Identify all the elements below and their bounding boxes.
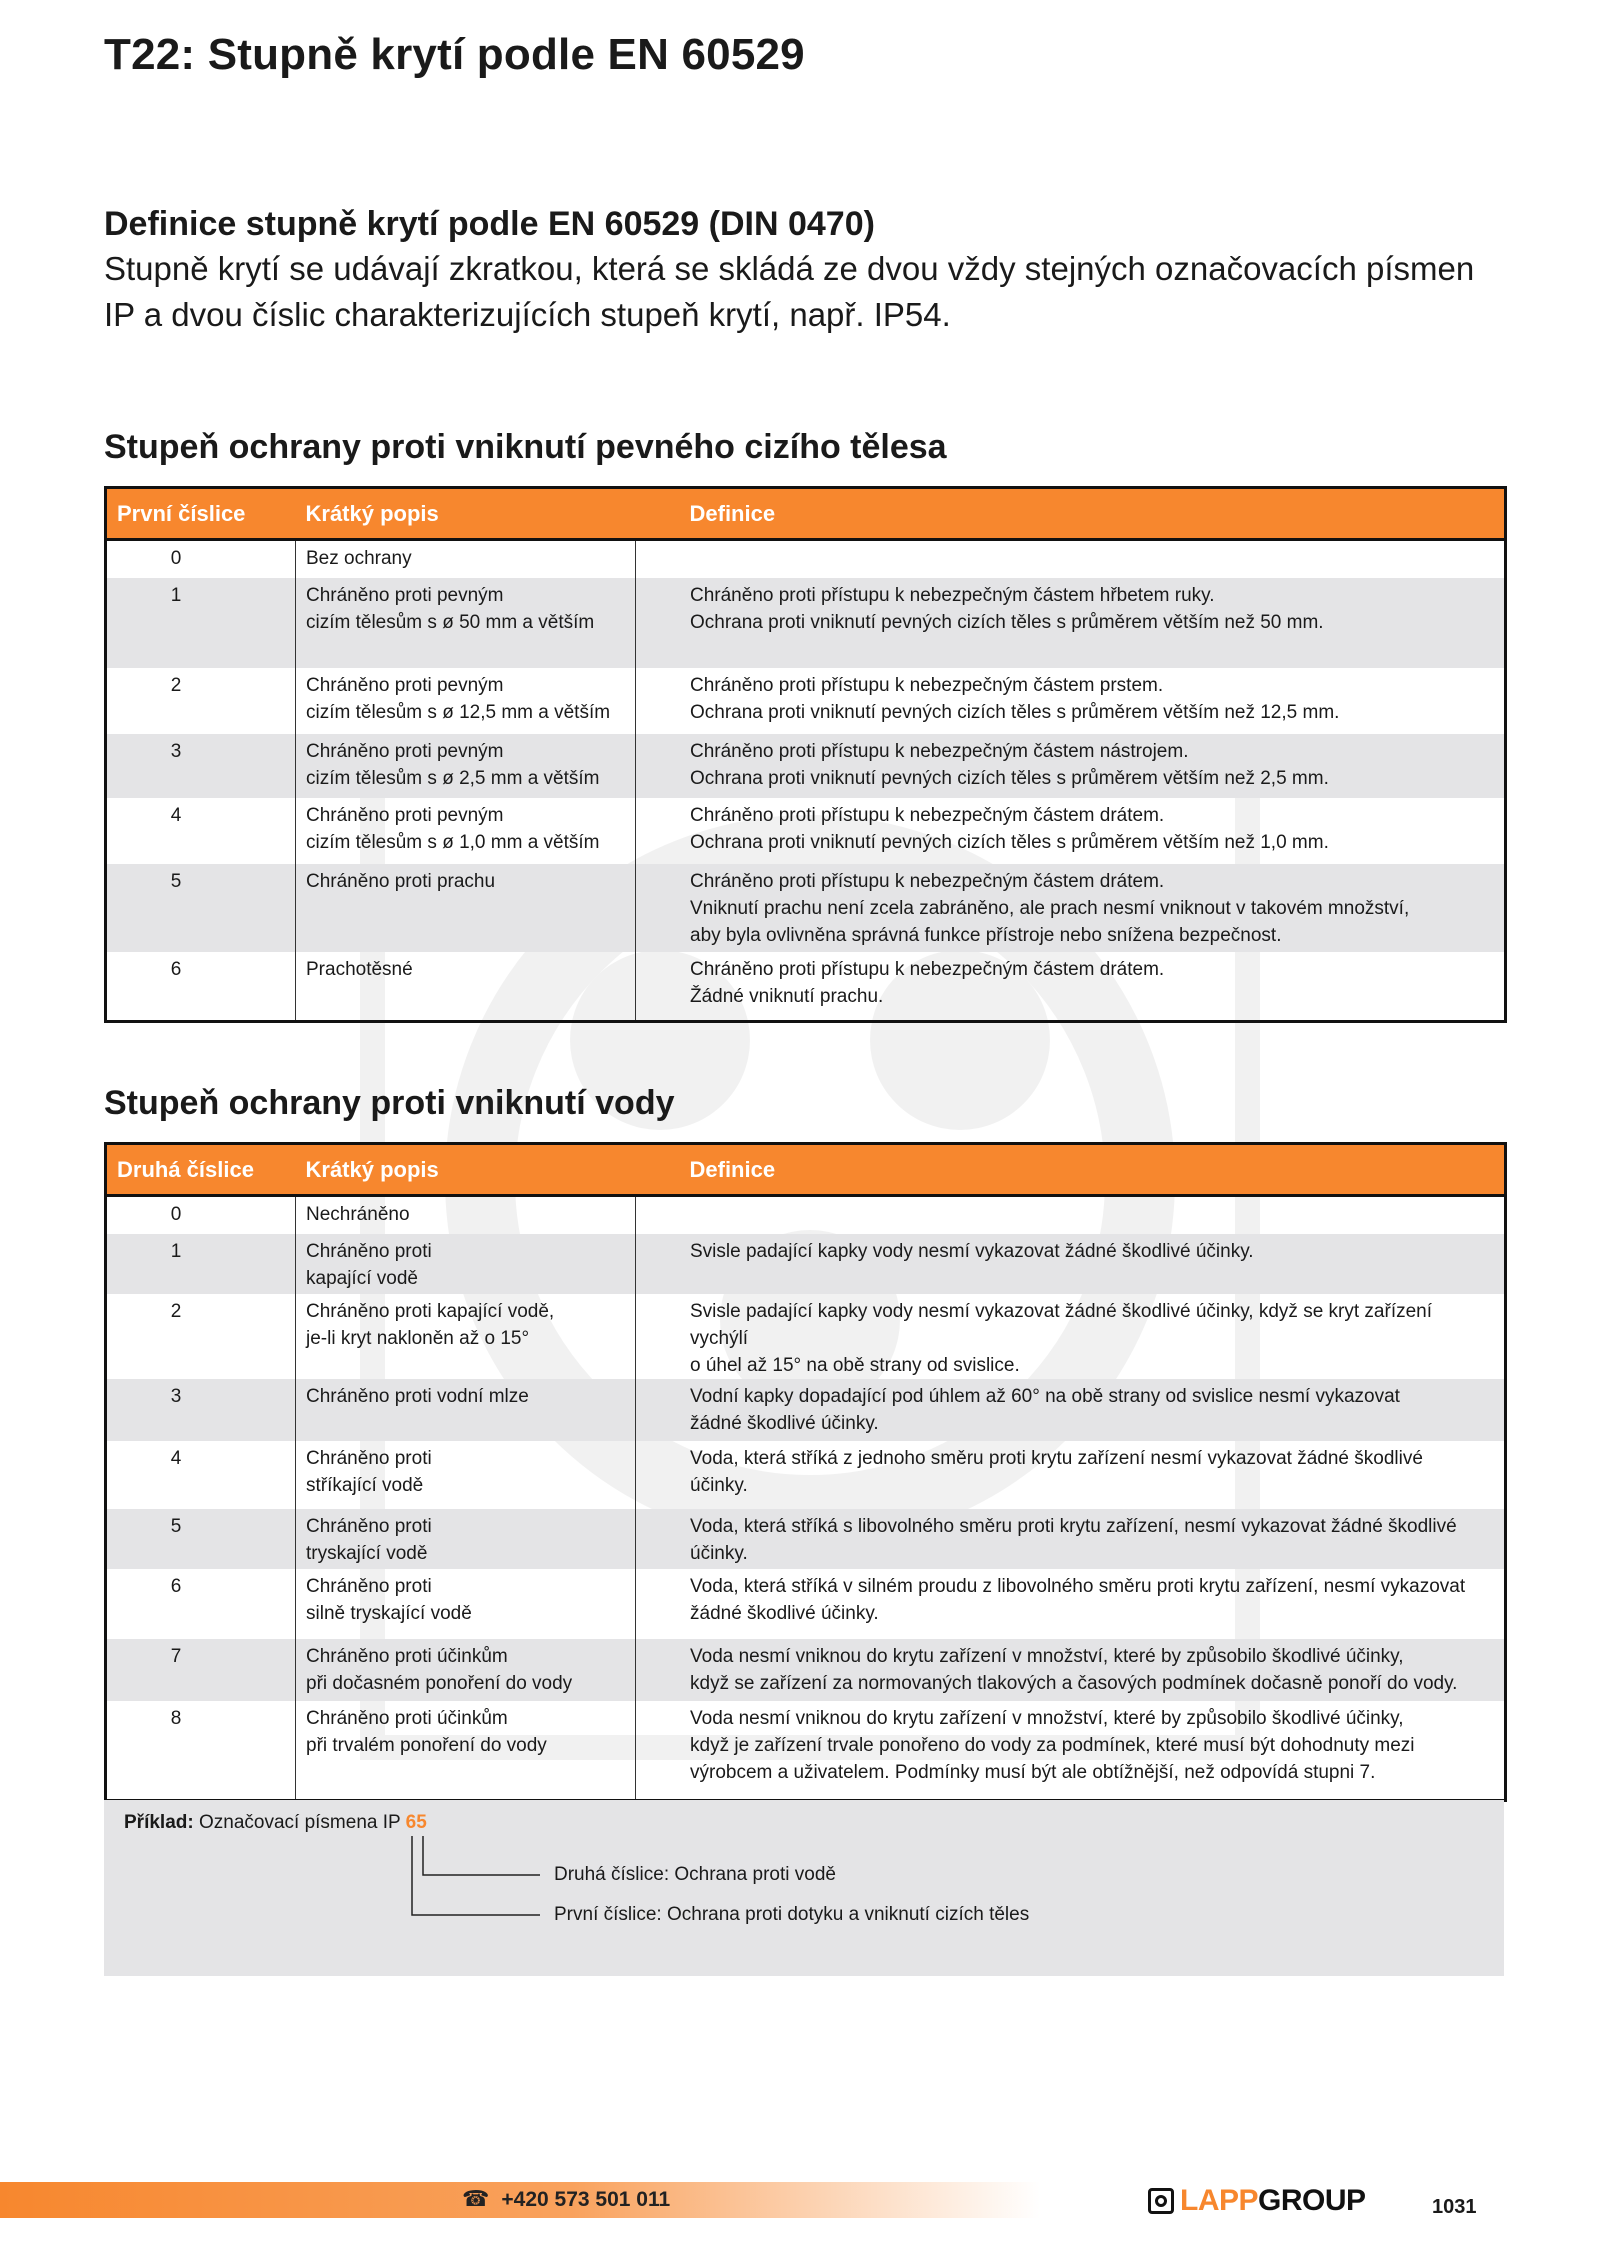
digit-cell: 8 [170,1707,182,1729]
table-row [106,578,1506,668]
phone-icon: ☎ [462,2186,490,2211]
example-box [104,1800,1504,1976]
short-description-cell: Chráněno proti kapající vodě, je-li kryt nakloněn až o 15° [296,1294,636,1379]
digit-cell: 2 [170,674,182,696]
table-header-row [106,1144,1506,1196]
definition-cell [636,1196,1506,1234]
definition-cell: Voda, která stříká s libovolného směru proti krytu zařízení, nesmí vykazovat žádné škodlivé účinky. [636,1509,1506,1569]
example-text: Označovací písmena IP [198,1812,401,1833]
example-label: Příklad: [124,1812,194,1833]
definition-cell: Svisle padající kapky vody nesmí vykazovat žádné škodlivé účinky, když se kryt zařízení vychýlí o úhel až 15° na obě strany od svislice. [636,1294,1506,1379]
footer-phone [462,2186,670,2212]
header-short-description: Krátký popis [296,488,636,540]
short-description-cell: Prachotěsné [296,952,636,1022]
solid-protection-table [104,486,1507,1023]
header-definition: Definice [636,488,1506,540]
intro-text-line-1: Stupně krytí se udávají zkratkou, která se skládá ze dvou vždy stejných označovacích písmen [104,250,1475,287]
page-title: T22: Stupně krytí podle EN 60529 [104,30,805,79]
definition-cell: Vodní kapky dopadající pod úhlem až 60° na obě strany od svislice nesmí vykazovat žádné škodlivé účinky. [636,1379,1506,1441]
short-description-cell: Chráněno proti pevným cizím tělesům s ø 1,0 mm a větším [296,798,636,864]
short-description-cell: Chráněno proti pevným cizím tělesům s ø 2,5 mm a větším [296,734,636,798]
digit-cell: 0 [170,548,182,569]
digit-cell: 4 [170,1447,182,1469]
short-description-cell: Bez ochrany [296,540,636,578]
digit-cell: 6 [170,958,182,980]
table-row [106,798,1506,864]
table-row [106,540,1506,578]
phone-number: +420 573 501 011 [501,2188,671,2211]
definition-cell [636,540,1506,578]
table-row [106,1441,1506,1509]
table-row [106,1294,1506,1379]
table-row [106,1234,1506,1294]
table-row [106,1509,1506,1569]
intro-section [104,202,1524,338]
lapp-logo-icon [1148,2188,1174,2214]
definition-cell: Chráněno proti přístupu k nebezpečným částem prstem. Ochrana proti vniknutí pevných cizích těles s průměrem větším než 12,5 mm. [636,668,1506,734]
logo-text-group: GROUP [1258,2184,1366,2217]
short-description-cell: Chráněno proti pevným cizím tělesům s ø 12,5 mm a větším [296,668,636,734]
solid-section-title: Stupeň ochrany proti vniknutí pevného cizího tělesa [104,428,947,466]
water-protection-table [104,1142,1507,1802]
table-row [106,1196,1506,1234]
table-header-row [106,488,1506,540]
water-section-title: Stupeň ochrany proti vniknutí vody [104,1084,675,1122]
table-row [106,1639,1506,1701]
definition-cell: Chráněno proti přístupu k nebezpečným částem drátem. Vniknutí prachu není zcela zabráněno, ale prach nesmí vniknout v takovém množství, aby byla ovlivněna správná funkce přístroje nebo snížena bezpečnost. [636,864,1506,952]
digit-cell: 3 [106,1379,296,1441]
short-description-cell: Chráněno proti účinkům při dočasném ponoření do vody [296,1639,636,1701]
short-description-cell: Chráněno proti prachu [296,864,636,952]
page-number: 1031 [1432,2196,1477,2218]
intro-heading: Definice stupně krytí podle EN 60529 (DIN 0470) [104,205,875,243]
lapp-group-logo [1148,2184,1366,2218]
short-description-cell: Chráněno proti kapající vodě [296,1234,636,1294]
table-row [106,1379,1506,1441]
digit-cell: 5 [106,864,296,952]
short-description-cell: Chráněno proti tryskající vodě [296,1509,636,1569]
definition-cell: Svisle padající kapky vody nesmí vykazovat žádné škodlivé účinky. [636,1234,1506,1294]
digit-cell: 7 [106,1639,296,1701]
table-row [106,668,1506,734]
header-definition: Definice [636,1144,1506,1196]
short-description-cell: Chráněno proti vodní mlze [296,1379,636,1441]
digit-cell: 1 [106,1234,296,1294]
header-first-digit: První číslice [106,488,296,540]
short-description-cell: Chráněno proti silně tryskající vodě [296,1569,636,1639]
definition-cell: Voda, která stříká z jednoho směru proti krytu zařízení nesmí vykazovat žádné škodlivé účinky. [636,1441,1506,1509]
digit-cell: 6 [170,1575,182,1597]
short-description-cell: Nechráněno [296,1196,636,1234]
table-row [106,1569,1506,1639]
example-digits: 65 [405,1812,427,1833]
header-short-description: Krátký popis [296,1144,636,1196]
example-second-digit: Druhá číslice: Ochrana proti vodě [554,1864,836,1885]
table-row [106,952,1506,1022]
short-description-cell: Chráněno proti účinkům při trvalém ponoření do vody [296,1701,636,1801]
digit-cell: 5 [106,1509,296,1569]
digit-cell: 1 [106,578,296,668]
definition-cell: Chráněno proti přístupu k nebezpečným částem hřbetem ruky. Ochrana proti vniknutí pevných cizích těles s průměrem větším než 50 mm. [636,578,1506,668]
definition-cell: Chráněno proti přístupu k nebezpečným částem drátem. Žádné vniknutí prachu. [636,952,1506,1022]
definition-cell: Voda nesmí vniknou do krytu zařízení v množství, které by způsobilo škodlivé účinky, když je zařízení trvale ponořeno do vody za podmínek, které musí být dohodnuty mezi výrobcem a uživatelem. Podmínky musí být ale obtížnější, než odpovídá stupni 7. [636,1701,1506,1801]
digit-cell: 2 [170,1300,182,1322]
digit-cell: 4 [170,804,182,826]
logo-text-lapp: LAPP [1180,2184,1259,2217]
definition-cell: Voda nesmí vniknou do krytu zařízení v množství, které by způsobilo škodlivé účinky, když se zařízení za normovaných tlakových a časových podmínek dočasně ponoří do vody. [636,1639,1506,1701]
definition-cell: Chráněno proti přístupu k nebezpečným částem nástrojem. Ochrana proti vniknutí pevných cizích těles s průměrem větším než 2,5 mm. [636,734,1506,798]
header-second-digit: Druhá číslice [106,1144,296,1196]
table-row [106,864,1506,952]
short-description-cell: Chráněno proti stříkající vodě [296,1441,636,1509]
definition-cell: Voda, která stříká v silném proudu z libovolného směru proti krytu zařízení, nesmí vykazovat žádné škodlivé účinky. [636,1569,1506,1639]
table-row [106,1701,1506,1801]
intro-text-line-2: IP a dvou číslic charakterizujících stupeň krytí, např. IP54. [104,296,951,333]
table-row [106,734,1506,798]
definition-cell: Chráněno proti přístupu k nebezpečným částem drátem. Ochrana proti vniknutí pevných cizích těles s průměrem větším než 1,0 mm. [636,798,1506,864]
short-description-cell: Chráněno proti pevným cizím tělesům s ø 50 mm a větším [296,578,636,668]
digit-cell: 0 [170,1204,182,1225]
example-connector-lines [104,1800,1504,1976]
digit-cell: 3 [106,734,296,798]
example-first-digit: První číslice: Ochrana proti dotyku a vniknutí cizích těles [554,1904,1030,1925]
